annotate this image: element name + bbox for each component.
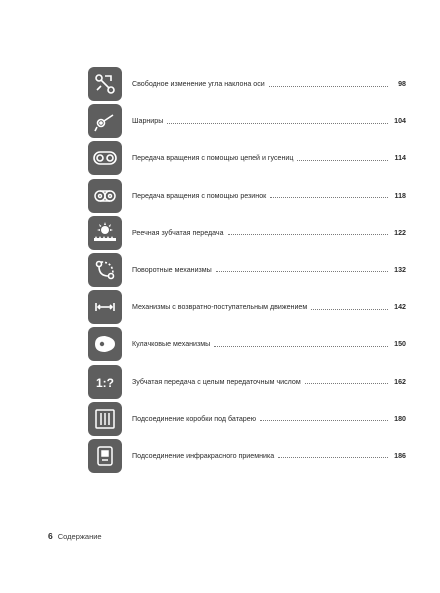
toc-entry-page: 150	[394, 340, 406, 349]
hinge-icon	[88, 104, 122, 138]
leader-dots	[269, 86, 388, 87]
toc-entry[interactable]	[88, 252, 406, 288]
toc-entry-page: 142	[394, 303, 406, 312]
toc-entry-title: Механизмы с возвратно-поступательным движением	[132, 303, 308, 312]
gear-ratio-icon-text: 1:?	[96, 375, 114, 390]
section-label: Содержание	[57, 532, 102, 541]
cam-icon	[88, 327, 122, 361]
toc-entry[interactable]	[88, 178, 406, 214]
battery-box-icon	[88, 402, 122, 436]
toc-entry-title: Зубчатая передача с целым передаточным числом	[132, 377, 301, 386]
rack-gear-icon	[88, 216, 122, 250]
toc-entry[interactable]	[88, 364, 406, 400]
toc-entry-page: 118	[394, 191, 406, 200]
rubber-band-icon	[88, 179, 122, 213]
toc-entry[interactable]	[88, 66, 406, 102]
toc-entry[interactable]	[88, 326, 406, 362]
leader-dots	[216, 271, 388, 272]
toc-entry-title: Шарниры	[132, 117, 164, 126]
page-number: 6	[48, 531, 53, 541]
reciprocating-icon	[88, 290, 122, 324]
toc-entry-title: Подсоединение коробки под батарею	[132, 414, 257, 423]
toc-entry-title: Передача вращения с помощью резинок	[132, 191, 267, 200]
toc-entry[interactable]	[88, 103, 406, 139]
toc-entry-title: Поворотные механизмы	[132, 265, 212, 274]
toc-entry-page: 104	[394, 117, 406, 126]
toc-entry-page: 122	[394, 228, 406, 237]
toc-entry[interactable]	[88, 289, 406, 325]
leader-dots	[228, 234, 388, 235]
chain-track-icon	[88, 141, 122, 175]
page-footer	[48, 531, 102, 541]
toc-entry-page: 180	[394, 414, 406, 423]
toc-entry-title: Реечная зубчатая передача	[132, 228, 224, 237]
toc-entry-title: Свободное изменение угла наклона оси	[132, 80, 265, 88]
leader-dots	[167, 123, 388, 124]
toc-entry[interactable]	[88, 401, 406, 437]
toc-entry-page: 132	[394, 265, 406, 274]
leader-dots	[270, 197, 388, 198]
toc-entry[interactable]	[88, 140, 406, 176]
toc-entry[interactable]	[88, 215, 406, 251]
toc-entry-page: 162	[394, 377, 406, 386]
ir-receiver-icon	[88, 439, 122, 473]
leader-dots	[214, 346, 388, 347]
toc-entry-title: Кулачковые механизмы	[132, 340, 211, 349]
gear-ratio-icon	[88, 365, 122, 399]
toc-entry-page: 114	[394, 154, 406, 163]
leader-dots	[297, 160, 388, 161]
leader-dots	[311, 309, 388, 310]
toc-entry-title: Передача вращения с помощью цепей и гусениц	[132, 154, 294, 163]
rotary-mechanism-icon	[88, 253, 122, 287]
leader-dots	[278, 457, 388, 458]
leader-dots	[305, 383, 388, 384]
table-of-contents	[88, 66, 406, 475]
leader-dots	[260, 420, 388, 421]
axis-tilt-icon	[88, 67, 122, 101]
toc-entry-page: 186	[394, 451, 406, 460]
toc-entry-title: Подсоединение инфракрасного приемника	[132, 451, 275, 460]
toc-entry[interactable]	[88, 438, 406, 474]
toc-entry-page: 98	[398, 80, 406, 88]
